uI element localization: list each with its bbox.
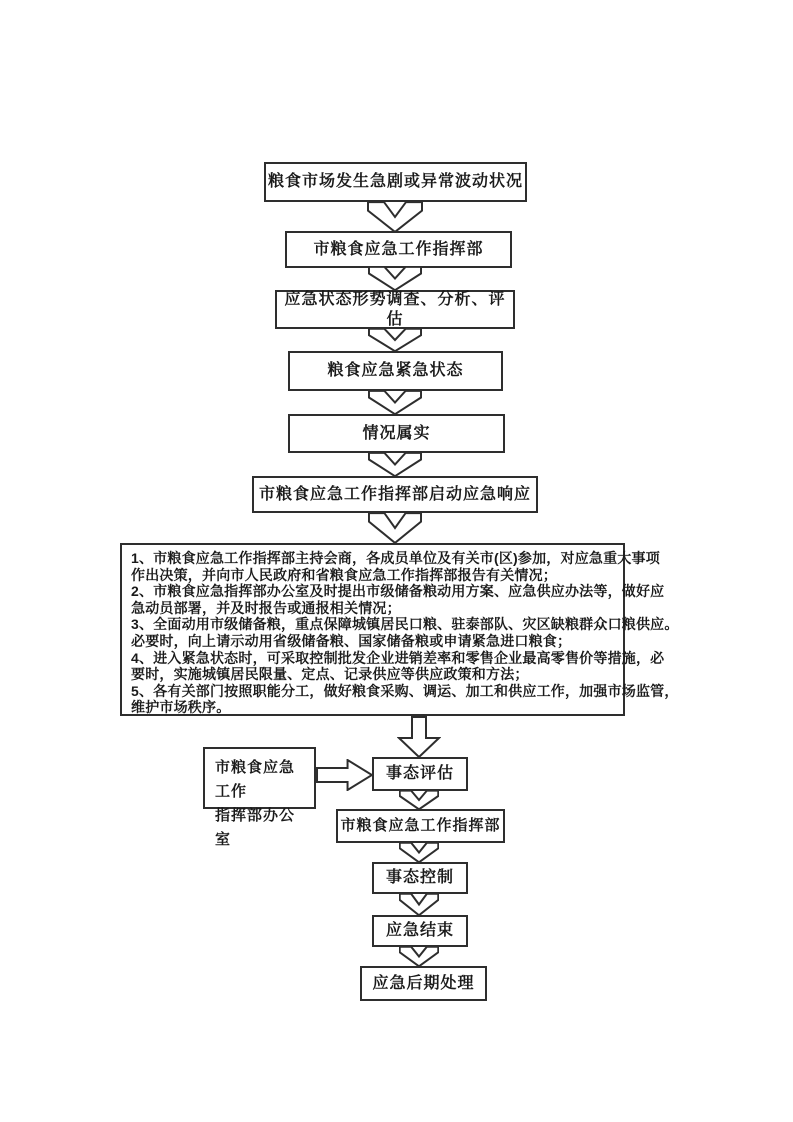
office-box-line1: 市粮食应急工作 — [215, 759, 296, 800]
measure-line: 急动员部署，并及时报告或通报相关情况； — [131, 599, 401, 616]
flow-box-activate-response: 市粮食应急工作指挥部启动应急响应 — [252, 476, 538, 513]
flow-box-hq: 市粮食应急工作指挥部 — [285, 231, 512, 268]
flow-box-situation-control: 事态控制 — [372, 862, 468, 894]
down-chevron-arrow-icon — [399, 790, 439, 810]
measure-line: 2、市粮食应急指挥部办公室及时提出市级储备粮动用方案、应急供应办法等，做好应 — [131, 583, 665, 600]
right-block-arrow-icon — [316, 759, 373, 791]
flow-box-market-fluctuation: 粮食市场发生急剧或异常波动状况 — [264, 162, 527, 202]
measure-line: 3、全面动用市级储备粮，重点保障城镇居民口粮、驻泰部队、灾区缺粮群众口粮供应。 — [131, 616, 679, 633]
measure-line: 作出决策，并向市人民政府和省粮食应急工作指挥部报告有关情况； — [131, 566, 557, 583]
down-chevron-arrow-icon — [399, 842, 439, 863]
down-chevron-arrow-icon — [368, 390, 422, 415]
down-chevron-arrow-icon — [368, 266, 422, 291]
measure-line: 1、市粮食应急工作指挥部主持会商，各成员单位及有关市(区)参加，对应急重大事项 — [131, 550, 660, 566]
flow-box-emergency-end: 应急结束 — [372, 915, 468, 947]
flow-box-hq-2: 市粮食应急工作指挥部 — [336, 809, 505, 843]
down-chevron-arrow-icon — [368, 512, 422, 544]
down-chevron-arrow-icon — [399, 946, 439, 967]
flow-box-situation-investigation: 应急状态形势调查、分析、评估 — [275, 290, 515, 329]
measures-box — [120, 543, 679, 716]
office-box — [203, 747, 316, 848]
measure-line: 必要时，向上请示动用省级储备粮、国家储备粮或申请紧急进口粮食； — [131, 632, 572, 649]
measure-line: 4、进入紧急状态时，可采取控制批发企业进销差率和零售企业最高零售价等措施，必 — [131, 649, 665, 666]
down-block-arrow-icon — [397, 716, 441, 758]
flow-box-situation-verified: 情况属实 — [288, 414, 505, 453]
down-chevron-arrow-icon — [399, 893, 439, 916]
measure-line: 5、各有关部门按照职能分工，做好粮食采购、调运、加工和供应工作，加强市场监管， — [131, 682, 679, 699]
office-box-line2: 指挥部办公室 — [215, 807, 296, 848]
down-chevron-arrow-icon — [368, 328, 422, 352]
flow-box-post-processing: 应急后期处理 — [360, 966, 487, 1001]
measure-line: 维护市场秩序。 — [131, 699, 231, 716]
measure-line: 要时，实施城镇居民限量、定点、记录供应等供应政策和方法； — [131, 666, 529, 683]
down-chevron-arrow-icon — [367, 201, 423, 233]
flow-box-emergency-state: 粮食应急紧急状态 — [288, 351, 503, 391]
down-chevron-arrow-icon — [368, 452, 422, 477]
flow-box-situation-evaluation: 事态评估 — [372, 757, 468, 791]
